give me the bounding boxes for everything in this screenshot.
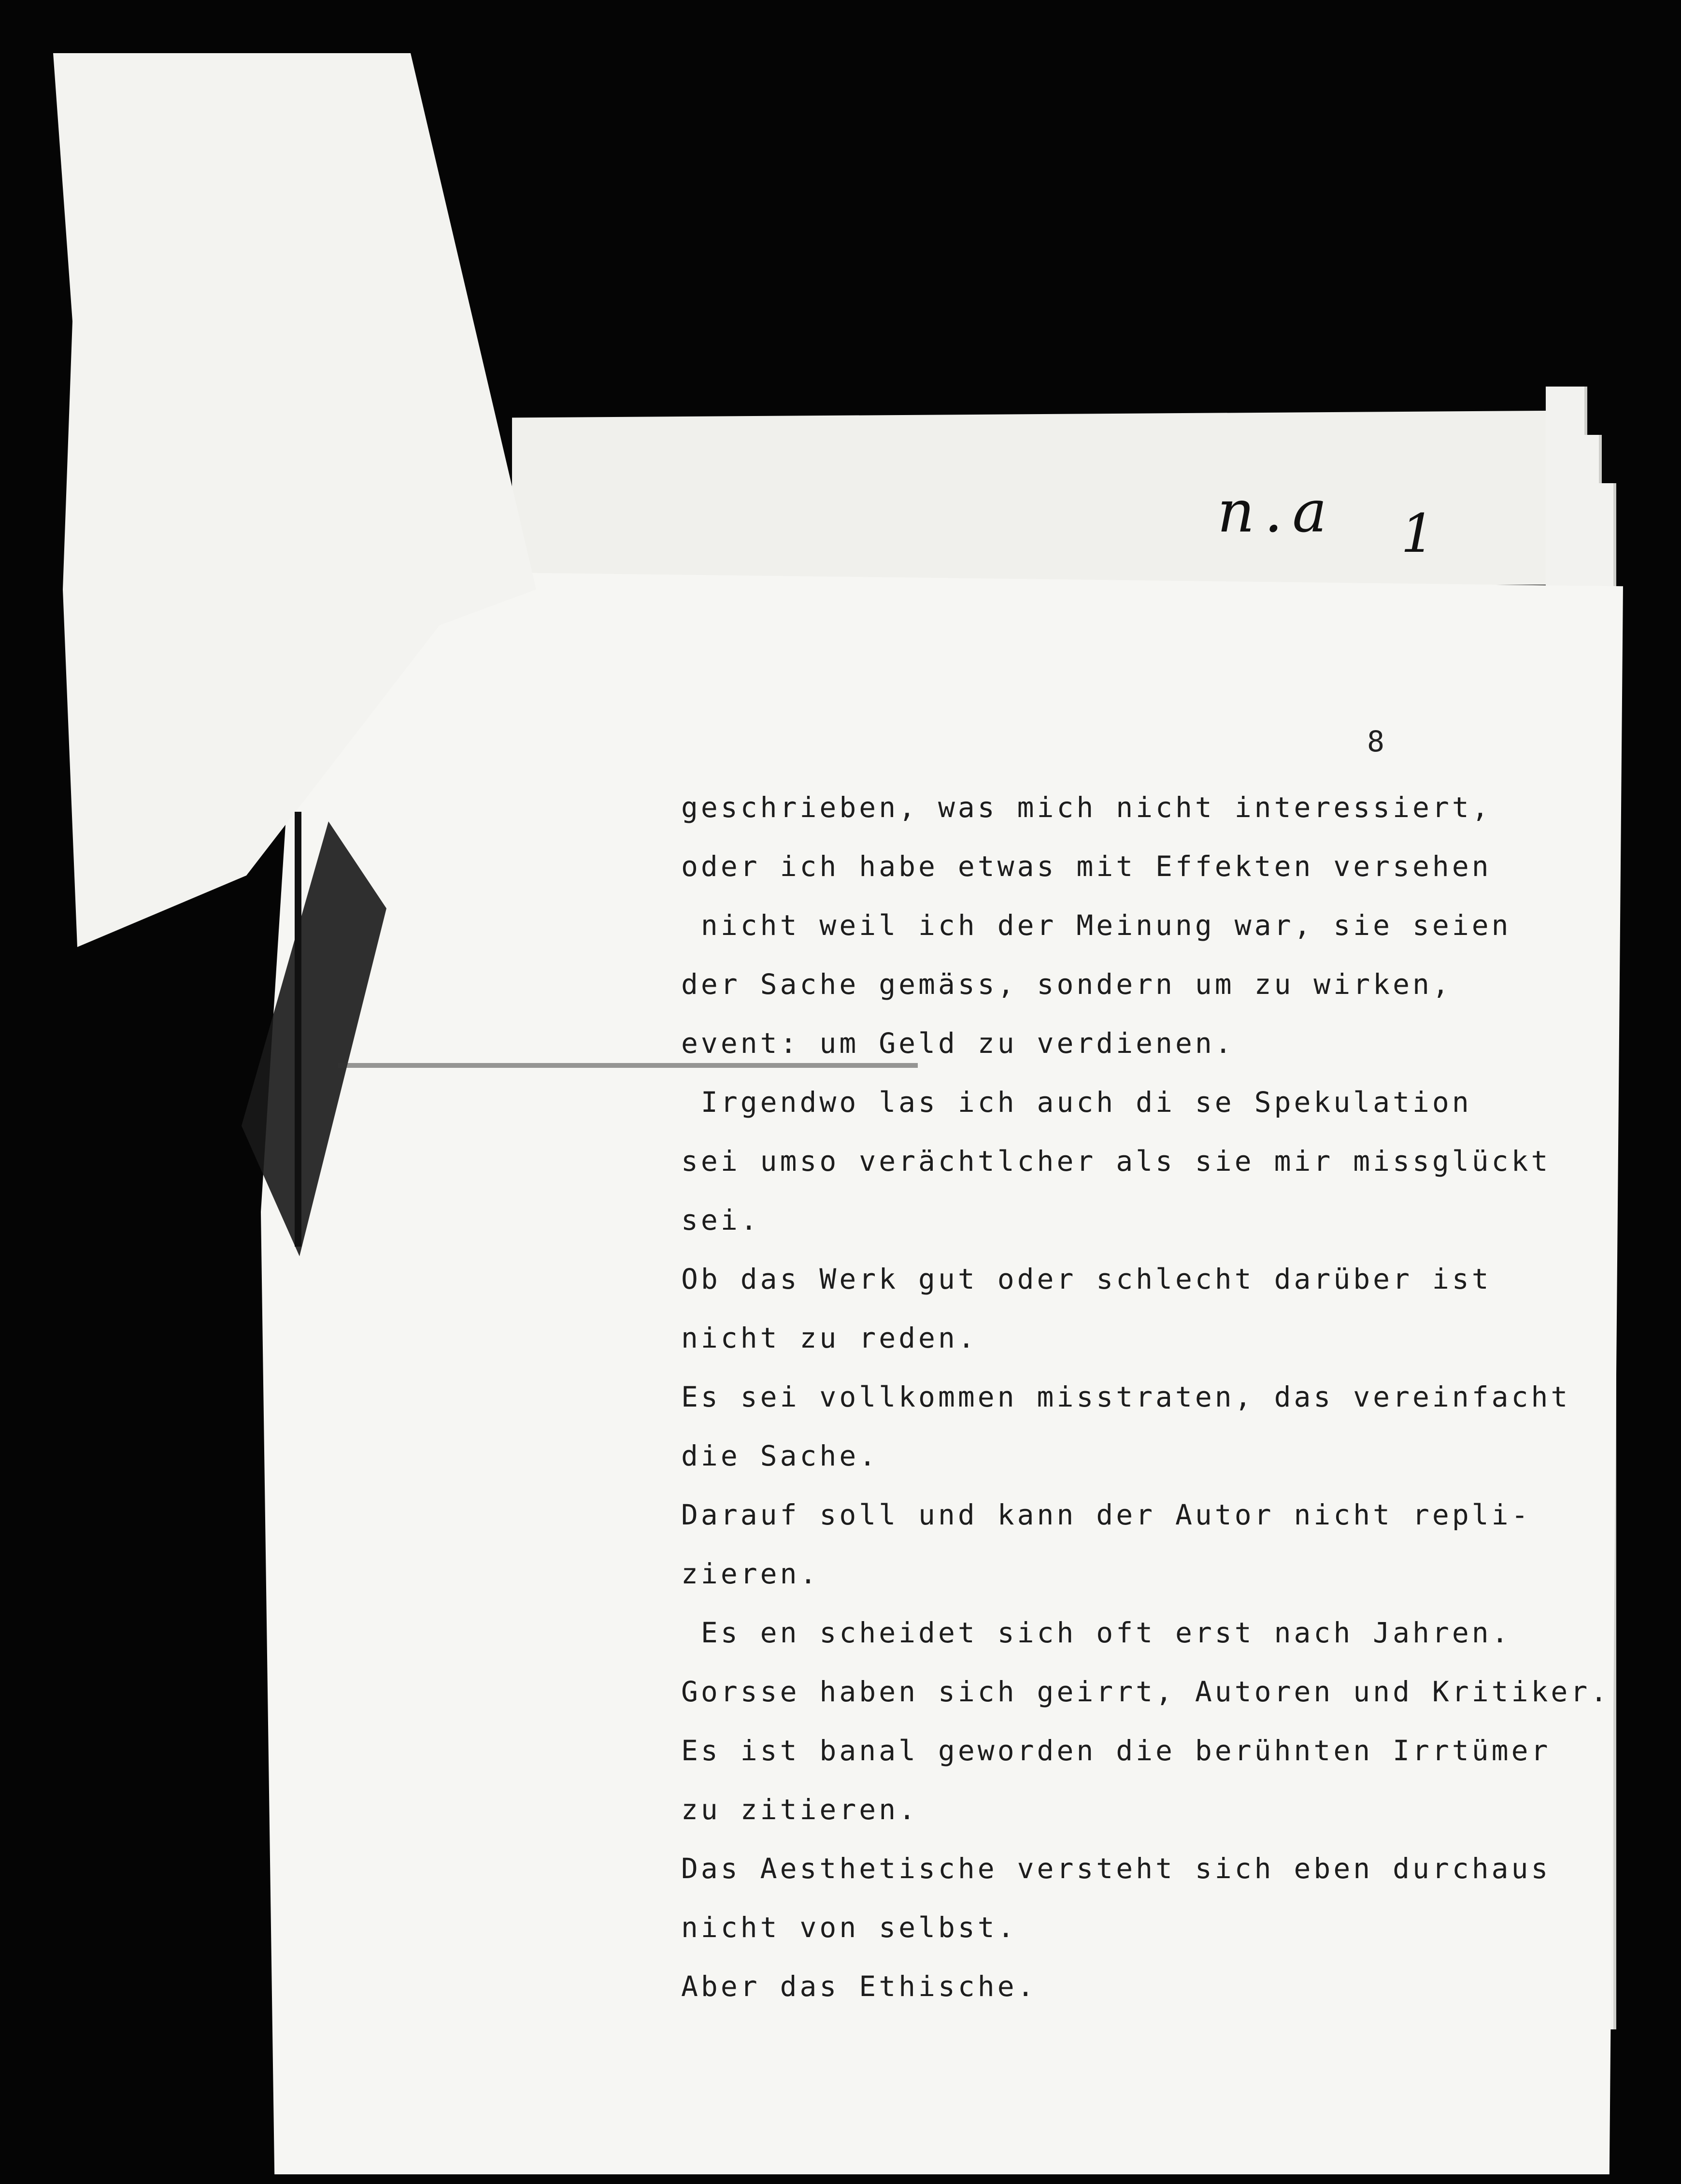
text-line: sei. (681, 1204, 760, 1236)
text-line: Gorsse haben sich geirrt, Autoren und Kritiker. (681, 1675, 1610, 1708)
text-line: nicht von selbst. (681, 1911, 1017, 1944)
text-line: die Sache. (681, 1439, 879, 1472)
top-sheet-edge (512, 411, 1546, 585)
text-line: nicht weil ich der Meinung war, sie seien (681, 909, 1511, 942)
text-line: Es ist banal geworden die berühnten Irrtümer (681, 1734, 1551, 1767)
text-line: zieren. (681, 1557, 820, 1590)
text-line: Es en scheidet sich oft erst nach Jahren. (681, 1616, 1511, 1649)
text-line: Ob das Werk gut oder schlecht darüber ist (681, 1263, 1492, 1295)
typed-text-block (681, 778, 1610, 2016)
text-line: Irgendwo las ich auch di se Spekulation (681, 1086, 1472, 1119)
text-line: geschrieben, was mich nicht interessiert, (681, 791, 1492, 824)
text-line: Aber das Ethische. (681, 1970, 1037, 2003)
text-line: Darauf soll und kann der Autor nicht repli- (681, 1498, 1531, 1531)
text-line: der Sache gemäss, sondern um zu wirken, (681, 968, 1452, 1001)
text-line: oder ich habe etwas mit Effekten versehen (681, 850, 1492, 883)
handwritten-number: 1 (1401, 503, 1435, 564)
text-line: event: um Geld zu verdienen. (681, 1027, 1235, 1060)
handwritten-code: n.a (1217, 478, 1337, 546)
page-number: 8 (1367, 725, 1385, 759)
binding-thread (295, 812, 301, 1247)
text-line: Das Aesthetische versteht sich eben durchaus (681, 1852, 1551, 1885)
text-line: zu zitieren. (681, 1793, 919, 1826)
text-line: nicht zu reden. (681, 1322, 978, 1354)
text-line: Es sei vollkommen misstraten, das vereinfacht (681, 1380, 1571, 1413)
text-line: sei umso verächtlcher als sie mir missglückt (681, 1145, 1551, 1178)
